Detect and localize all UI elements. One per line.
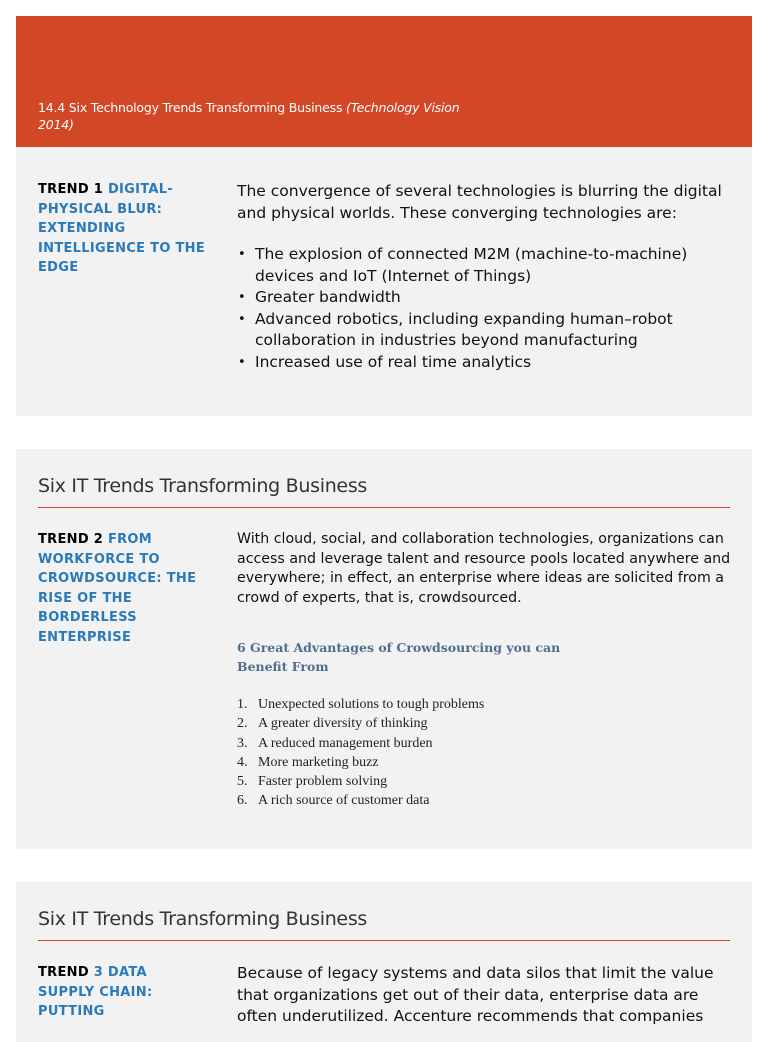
banner-source: (Technology Vision 2014) xyxy=(38,100,460,132)
list-number: 6. xyxy=(237,793,248,809)
list-item xyxy=(237,714,637,733)
advantages-list xyxy=(237,695,637,811)
advantages-title: 6 Great Advantages of Crowdsourcing you can Benefit From xyxy=(237,640,561,674)
title-banner xyxy=(16,16,752,147)
list-item xyxy=(237,734,637,753)
list-text: A rich source of customer data xyxy=(258,793,430,809)
list-text: Unexpected solutions to tough problems xyxy=(258,697,485,712)
list-item xyxy=(237,791,637,810)
list-number: 2. xyxy=(237,716,248,732)
trend-2-name: FROM WORKFORCE TO CROWDSOURCE: THE RISE OF THE BORDERLESS ENTERPRISE xyxy=(38,532,197,645)
bullet-item: • The explosion of connected M2M (machine-to-machine) devices and IoT (Internet of Things) xyxy=(237,244,737,287)
slide-2 xyxy=(16,449,752,849)
list-item xyxy=(237,753,637,772)
trend-3-title xyxy=(38,963,208,1022)
heading-divider xyxy=(38,507,730,508)
list-text: Faster problem solving xyxy=(258,774,388,790)
trend-2-title xyxy=(38,530,208,647)
bullet-item: • Advanced robotics, including expanding human–robot collaboration in industries beyond manufacturing xyxy=(237,309,737,352)
trend-3-body: Because of legacy systems and data silos that limit the value that organizations get out of their data, enterprise data are often underutilized. Accenture recommends that companies xyxy=(237,964,714,1025)
bullet-item: • Increased use of real time analytics xyxy=(237,352,737,374)
trend-1-title xyxy=(38,180,208,278)
slide-1 xyxy=(16,16,752,416)
trend-2-label: TREND 2 xyxy=(38,532,108,547)
slide-3-heading: Six IT Trends Transforming Business xyxy=(38,908,368,930)
list-item xyxy=(237,772,637,791)
list-text: A reduced management burden xyxy=(258,735,433,751)
banner-title-text: 14.4 Six Technology Trends Transforming Business xyxy=(38,100,347,115)
bullet-item: • Greater bandwidth xyxy=(237,287,737,309)
list-number: 1. xyxy=(237,697,248,712)
banner-title xyxy=(38,99,478,133)
trend-1-intro: The convergence of several technologies is blurring the digital and physical worlds. These converging technologies are: xyxy=(237,182,722,222)
list-text: A greater diversity of thinking xyxy=(258,716,428,732)
list-number: 5. xyxy=(237,774,248,790)
trend-1-name: DIGITAL-PHYSICAL BLUR: EXTENDING INTELLIGENCE TO THE EDGE xyxy=(38,182,206,275)
trend-3-name: 3 DATA SUPPLY CHAIN: PUTTING xyxy=(38,965,153,1019)
list-text: More marketing buzz xyxy=(258,754,379,770)
heading-divider xyxy=(38,940,730,941)
trend-2-body: With cloud, social, and collaboration technologies, organizations can access and leverage talent and resource pools located anywhere and everywhere; in effect, an enterprise where ideas are solicited from a crowd of experts, that is, crowdsourced. xyxy=(237,531,731,606)
list-number: 4. xyxy=(237,754,248,770)
trend-3-label: TREND xyxy=(38,965,94,980)
slide-2-heading: Six IT Trends Transforming Business xyxy=(38,475,368,497)
list-item xyxy=(237,695,637,714)
trend-1-bullets xyxy=(237,244,737,373)
list-number: 3. xyxy=(237,735,248,751)
slide-3 xyxy=(16,882,752,1042)
trend-1-label: TREND 1 xyxy=(38,182,108,197)
